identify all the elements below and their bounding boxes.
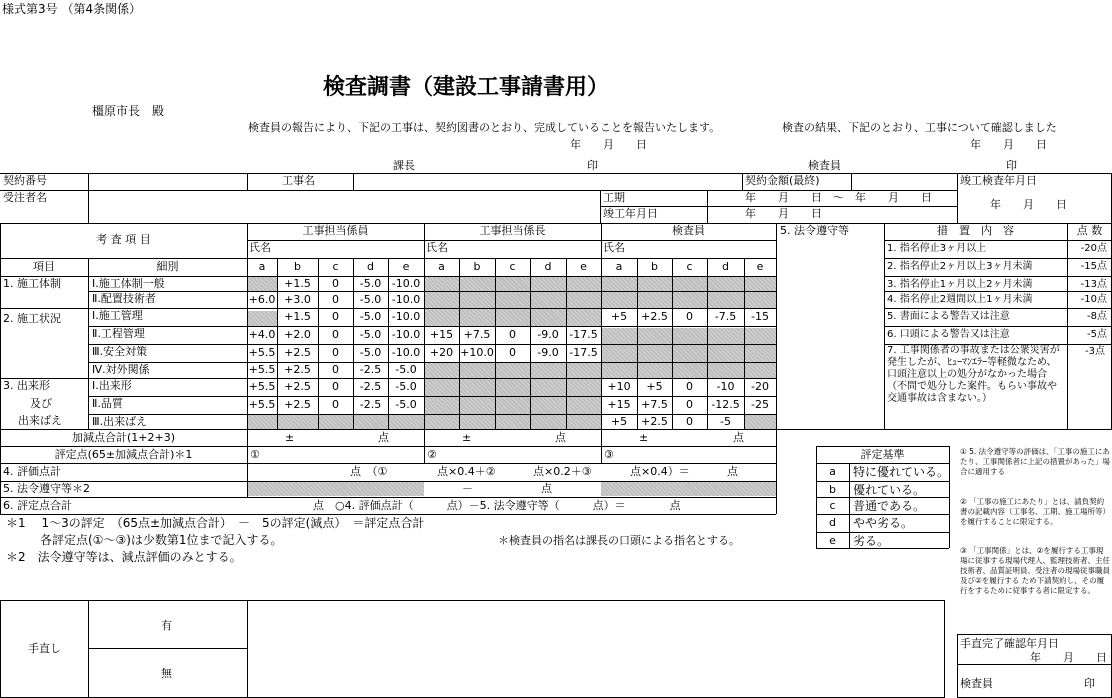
score-cell: -5.0 — [359, 346, 382, 359]
work-name-label: 工事名 — [282, 174, 315, 187]
group-head-3: 検査員 — [672, 224, 705, 237]
row-detail: Ⅱ.工程管理 — [92, 327, 145, 340]
score-cell: 0 — [509, 346, 516, 359]
penalty-points: -15点 — [1080, 261, 1107, 272]
score-cell — [495, 276, 530, 292]
score-cell: -2.5 — [359, 363, 382, 376]
penalty-points: -10点 — [1080, 294, 1107, 305]
score-cell: +15 — [607, 398, 631, 411]
sum-pt-1: 点 — [378, 431, 389, 444]
score-cell — [637, 276, 672, 292]
score-f1: 点 （① — [350, 465, 388, 478]
score-cell: +10.0 — [460, 346, 494, 359]
score-cell — [530, 309, 566, 325]
criteria-value: 普通である。 — [853, 499, 926, 513]
criteria-value: 特に優れている。 — [853, 465, 950, 479]
report-text: 検査員の報告により、下記の工事は、契約図書のとおり、完成していることを報告いたします。 — [248, 121, 721, 134]
score-cell — [530, 362, 566, 378]
penalty-item: 6. 口頭による警告又は注意 — [887, 329, 1010, 340]
score-cell — [707, 327, 744, 343]
column-letter: b — [294, 260, 301, 273]
column-letter: c — [509, 260, 516, 273]
penalty-points: -13点 — [1080, 279, 1107, 290]
score-cell — [530, 276, 566, 292]
score-cell — [424, 414, 459, 430]
group-head-2: 工事担当係長 — [479, 224, 546, 237]
score-cell: -5 — [720, 415, 731, 428]
row-detail: Ⅲ.出来ばえ — [92, 415, 148, 428]
category-1: 1. 施工体制 — [3, 277, 61, 290]
side-note-2: ② 「工事の施工にあたり」とは、請負契約書の記載内容（工事名、工期、施工場所等）を履行することに限定する。 — [960, 497, 1110, 526]
score-cell — [672, 327, 707, 343]
score-cell: -10 — [716, 380, 735, 393]
rework-inspector: 検査員 — [960, 677, 993, 690]
score-cell — [495, 414, 530, 430]
score-cell — [530, 292, 566, 308]
column-letter: e — [756, 260, 764, 273]
legal-minus: － — [462, 482, 473, 495]
sum-pt-2: 点 — [555, 431, 566, 444]
score-cell — [459, 397, 495, 413]
row-detail: Ⅰ.施工管理 — [92, 309, 143, 322]
inspector-seal: 印 — [1006, 159, 1017, 172]
score-cell — [459, 414, 495, 430]
score-cell — [566, 292, 601, 308]
sum-label: 加減点合計(1+2+3) — [71, 431, 175, 444]
score-cell: 0 — [332, 380, 339, 393]
score-cell: 0 — [686, 415, 693, 428]
confirm-date: 年 月 日 — [970, 138, 1047, 151]
row-detail: Ⅱ.配置技術者 — [92, 292, 156, 305]
score-cell: +5.5 — [248, 380, 276, 393]
score-cell: -17.5 — [569, 346, 598, 359]
legal-head: 5. 法令遵守等 — [780, 224, 849, 237]
rework-yes: 有 — [161, 619, 172, 632]
score-cell: +5 — [610, 310, 628, 323]
criteria-value: 優れている。 — [853, 483, 926, 497]
score-cell — [495, 379, 530, 395]
score-cell — [459, 362, 495, 378]
score-cell: +5 — [610, 415, 628, 428]
sum-pm-1: ± — [285, 431, 295, 444]
score-cell — [424, 292, 459, 308]
score-cell — [530, 379, 566, 395]
column-letter: a — [615, 260, 623, 273]
score-cell: 0 — [686, 380, 693, 393]
score-f3: 点×0.2＋③ — [533, 465, 592, 478]
note-2: ＊2 法令遵守等は、減点評価のみとする。 — [6, 550, 242, 564]
score-cell: 0 — [332, 346, 339, 359]
score-cell — [744, 345, 776, 361]
note-1a: ＊1 1〜3の評定 （65点±加減点合計） － 5の評定(減点） ＝評定点合計 — [6, 516, 425, 530]
score-cell — [247, 414, 277, 430]
inspector-label: 検査員 — [808, 159, 841, 172]
row-detail: Ⅱ.品質 — [92, 397, 123, 410]
score-cell: +7.5 — [463, 328, 491, 341]
score-cell: +15 — [429, 328, 454, 341]
score-cell: +1.5 — [284, 310, 311, 323]
score-cell — [388, 414, 424, 430]
score-cell: +2.5 — [284, 398, 311, 411]
side-note-3: ③ 「工事関係」とは、②を履行する工事現場に従事する現場代理人、監理技術者、主任技術者、品質証明員、受注者の現場従事職員及び②を履行する ため下請契約し、その履行をするために従事する者に限定する。 — [960, 546, 1110, 595]
criteria-value: やや劣る。 — [853, 516, 914, 530]
score-cell: 0 — [332, 277, 339, 290]
score-cell: -10.0 — [391, 292, 421, 306]
completion-date-label: 竣工年月日 — [603, 207, 658, 220]
completion-inspection-label: 竣工検査年月日 — [960, 174, 1037, 187]
score-cell: 0 — [332, 363, 339, 376]
sum-pm-3: ± — [639, 431, 649, 444]
page-title: 検査調書（建設工事請書用） — [323, 75, 610, 100]
score-cell — [459, 309, 495, 325]
kacho-label: 課長 — [393, 159, 415, 172]
score-cell — [672, 362, 707, 378]
score-cell: -10.0 — [391, 328, 421, 341]
score-cell — [459, 276, 495, 292]
column-letter: e — [580, 260, 587, 273]
note-1b: 各評定点(①〜③)は少数第1位まで記入する。 — [40, 533, 283, 547]
penalty-head: 措 置 内 容 — [937, 224, 1014, 237]
score-cell — [637, 362, 672, 378]
eval-circle-1: ① — [250, 448, 260, 461]
column-letter: d — [544, 260, 552, 273]
penalty-points: -20点 — [1080, 243, 1107, 254]
score-cell — [637, 292, 672, 308]
score-cell — [744, 292, 776, 308]
kacho-seal: 印 — [587, 159, 598, 172]
score-f2: 点×0.4＋② — [437, 465, 496, 478]
score-cell: 0 — [509, 328, 516, 341]
category-3c: 出来ばえ — [18, 414, 62, 427]
penalty-item-7: 7. 工事関係者の事故または公衆災害が発生したが、ﾋｭｰﾏﾝｴﾗｰ等軽微なため、口頭注意以上の処分がなかった場合（不問で処分した案件。もらい事故や交通事故は含まない。） — [887, 345, 1060, 404]
note-1c: ＊検査員の指名は課長の口頭による指名とする。 — [498, 534, 740, 547]
col-detail: 細別 — [156, 260, 179, 273]
score-cell — [744, 327, 776, 343]
score-cell — [637, 345, 672, 361]
category-3b: 及び — [30, 397, 52, 410]
penalty-points: -8点 — [1087, 311, 1107, 322]
score-cell — [707, 276, 744, 292]
score-cell — [495, 362, 530, 378]
score-cell — [566, 276, 601, 292]
score-cell — [566, 414, 601, 430]
period-label: 工期 — [603, 191, 625, 204]
contractor-label: 受注者名 — [3, 191, 47, 204]
item-head: 考 査 項 目 — [96, 233, 151, 246]
rework-seal: 印 — [1084, 677, 1095, 690]
sum-pt-3: 点 — [733, 431, 744, 444]
score-cell: -17.5 — [569, 328, 598, 341]
score-cell: +1.5 — [284, 277, 311, 290]
penalty-item: 3. 指名停止1ヶ月以上2ヶ月未満 — [887, 279, 1033, 290]
score-cell: +6.0 — [248, 292, 276, 306]
group-head-1: 工事担当係員 — [302, 224, 369, 237]
score-cell: +5.5 — [248, 363, 276, 376]
score-cell — [601, 276, 637, 292]
score-cell: +2.5 — [284, 380, 311, 393]
score-cell: 0 — [686, 310, 693, 323]
score-cell: 0 — [332, 328, 339, 341]
score-cell: 0 — [332, 398, 339, 411]
score-cell — [495, 309, 530, 325]
score-cell — [277, 414, 318, 430]
score-cell — [637, 327, 672, 343]
score-cell: -5.0 — [395, 398, 417, 411]
penalty-item: 1. 指名停止3ヶ月以上 — [887, 243, 987, 254]
score-f4: 点×0.4）＝ — [630, 465, 690, 478]
category-2: 2. 施工状況 — [3, 312, 61, 325]
row-detail: Ⅲ.安全対策 — [92, 345, 148, 358]
score-f5: 点 — [727, 465, 738, 478]
score-cell: -15 — [751, 310, 769, 323]
score-cell: +2.5 — [641, 310, 668, 323]
score-cell: 0 — [686, 398, 693, 411]
rework-no: 無 — [161, 667, 172, 680]
score-cell — [601, 327, 637, 343]
criteria-value: 劣る。 — [853, 534, 890, 548]
criteria-key: a — [829, 465, 836, 478]
category-3: 3. 出来形 — [3, 379, 50, 392]
penalty-item: 2. 指名停止2ヶ月以上3ヶ月未満 — [887, 261, 1033, 272]
score-label: 4. 評価点計 — [3, 465, 61, 478]
criteria-key: d — [829, 516, 836, 529]
addressee: 橿原市長 殿 — [92, 104, 165, 118]
contract-amount-label: 契約金額(最終) — [745, 174, 820, 187]
score-cell: +5 — [646, 380, 663, 393]
penalty-points-head: 点 数 — [1076, 224, 1103, 237]
side-note-1: ① 5. 法令遵守等の評価は、「工事の施工にあたり、工事関係者に上記の措置があった」場合に適用する — [960, 447, 1110, 476]
score-cell — [707, 345, 744, 361]
eval-circle-3: ③ — [604, 448, 614, 461]
column-letter: b — [651, 260, 658, 273]
rework-confirm-date: 年 月 日 — [1030, 651, 1107, 664]
confirm-text: 検査の結果、下記のとおり、工事について確認しました — [782, 121, 1057, 134]
score-cell: +10 — [607, 380, 631, 393]
score-cell — [672, 292, 707, 308]
score-cell — [247, 276, 277, 292]
score-cell — [459, 292, 495, 308]
score-cell: 0 — [332, 310, 339, 323]
score-cell: +2.0 — [284, 328, 311, 341]
score-cell: -5.0 — [395, 363, 417, 376]
score-cell: +2.5 — [284, 346, 311, 359]
score-cell — [459, 379, 495, 395]
score-cell: +2.5 — [284, 363, 311, 376]
score-cell — [424, 362, 459, 378]
score-cell: -2.5 — [359, 380, 382, 393]
inspection-date-value: 年 月 日 — [990, 198, 1067, 211]
score-cell — [566, 362, 601, 378]
column-letter: a — [438, 260, 445, 273]
score-cell: -5.0 — [359, 277, 382, 290]
score-cell — [566, 397, 601, 413]
score-cell: -10.0 — [391, 310, 421, 323]
eval-circle-2: ② — [427, 448, 437, 461]
score-cell — [566, 309, 601, 325]
score-cell — [424, 379, 459, 395]
score-cell — [601, 345, 637, 361]
column-letter: c — [332, 260, 339, 273]
penalty-item: 4. 指名停止2週間以上1ヶ月未満 — [887, 294, 1033, 305]
penalty-item-7-pts: -3点 — [1085, 346, 1105, 357]
score-cell: -9.0 — [537, 328, 559, 341]
score-cell — [530, 397, 566, 413]
column-letter: a — [258, 260, 266, 273]
score-cell: +20 — [429, 346, 454, 359]
score-cell — [530, 414, 566, 430]
total-formula: 点 ○4. 評価点計（ 点）－5. 法令遵守等（ 点）＝ 点 — [313, 499, 681, 512]
score-cell — [424, 397, 459, 413]
score-cell — [247, 309, 277, 325]
eval-label: 評定点(65±加減点合計)＊1 — [54, 448, 193, 461]
score-cell — [601, 362, 637, 378]
total-label: 6. 評定点合計 — [3, 499, 72, 512]
score-cell: -12.5 — [711, 398, 740, 411]
penalty-item: 5. 書面による警告又は注意 — [887, 311, 1010, 322]
col-item: 項目 — [33, 260, 55, 273]
score-cell: -5.0 — [395, 380, 417, 393]
score-cell: 0 — [332, 292, 339, 306]
row-detail: Ⅰ.施工体制一般 — [92, 277, 165, 290]
criteria-key: e — [829, 534, 836, 547]
score-cell — [707, 292, 744, 308]
legal-pt: 点 — [541, 482, 552, 495]
score-cell: -20 — [751, 380, 769, 393]
sum-pm-2: ± — [462, 431, 472, 444]
completion-date-value: 年 月 日 — [745, 207, 822, 220]
report-date: 年 月 日 — [570, 138, 647, 151]
criteria-head: 評定基準 — [860, 448, 905, 461]
score-cell — [744, 276, 776, 292]
score-cell — [601, 292, 637, 308]
criteria-key: c — [829, 499, 836, 512]
score-cell — [318, 414, 353, 430]
score-cell — [353, 414, 388, 430]
row-detail: Ⅰ.出来形 — [92, 379, 132, 392]
column-letter: e — [402, 260, 410, 273]
name-label-1: 氏名 — [249, 241, 271, 254]
score-cell: +4.0 — [248, 328, 276, 341]
score-cell — [495, 292, 530, 308]
column-letter: b — [473, 260, 481, 273]
score-cell — [424, 276, 459, 292]
name-label-2: 氏名 — [426, 241, 448, 254]
score-cell — [424, 309, 459, 325]
score-cell: -2.5 — [359, 398, 382, 411]
score-cell: -5.0 — [359, 310, 382, 323]
score-cell: -5.0 — [359, 292, 382, 306]
score-cell — [672, 276, 707, 292]
contract-no-label: 契約番号 — [3, 174, 47, 187]
score-cell — [744, 414, 776, 430]
score-cell: -9.0 — [537, 346, 559, 359]
rework-confirm-label: 手直完了確認年月日 — [960, 637, 1059, 650]
column-letter: d — [367, 260, 374, 273]
score-cell: +2.5 — [641, 415, 668, 428]
score-cell — [495, 397, 530, 413]
form-number: 様式第3号 （第4条関係） — [2, 2, 142, 16]
penalty-points: -5点 — [1087, 329, 1107, 340]
score-cell: -25 — [751, 398, 769, 411]
period-value: 年 月 日 〜 年 月 日 — [745, 191, 932, 204]
column-letter: c — [686, 260, 693, 273]
score-cell — [744, 362, 776, 378]
rework-label: 手直し — [28, 642, 61, 655]
row-detail: Ⅳ.対外関係 — [92, 363, 150, 376]
score-cell: +7.5 — [641, 398, 668, 411]
score-cell: +5.5 — [248, 346, 276, 359]
score-cell: -10.0 — [391, 277, 421, 290]
score-cell: +5.5 — [248, 398, 276, 411]
column-letter: d — [722, 260, 729, 273]
score-cell: -7.5 — [714, 310, 737, 323]
score-cell: -10.0 — [391, 346, 421, 359]
score-cell: +3.0 — [284, 292, 311, 306]
name-label-3: 氏名 — [603, 241, 625, 254]
score-cell — [707, 362, 744, 378]
score-cell — [672, 345, 707, 361]
score-cell: -5.0 — [359, 328, 382, 341]
legal-label: 5. 法令遵守等＊2 — [3, 482, 90, 495]
criteria-key: b — [829, 483, 836, 496]
score-cell — [566, 379, 601, 395]
